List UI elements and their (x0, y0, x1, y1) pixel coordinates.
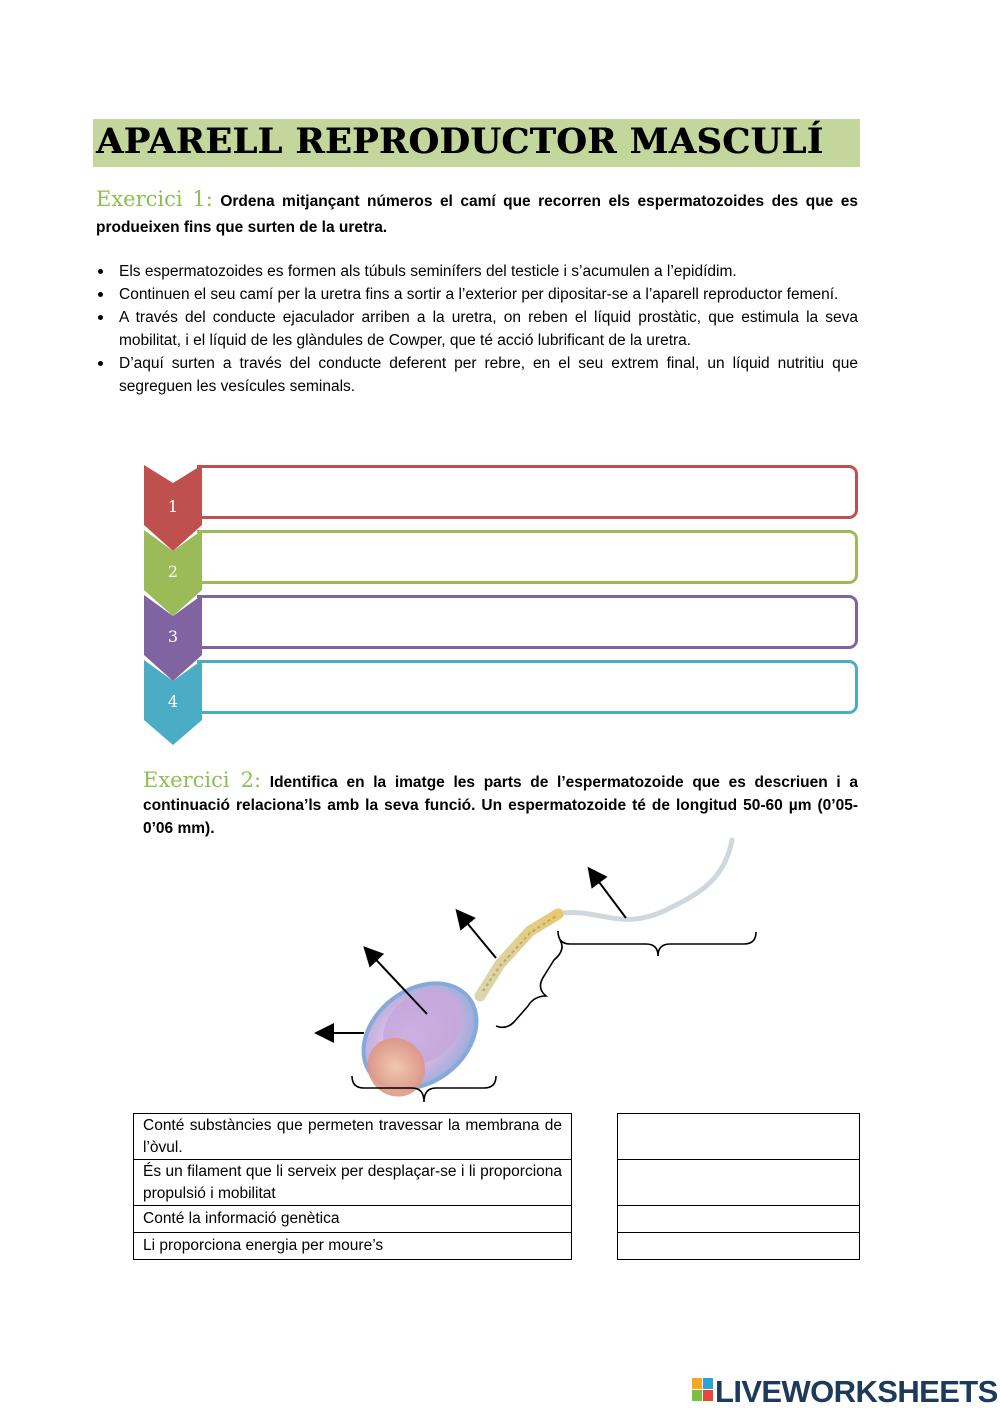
exercise2-instructions (143, 769, 858, 840)
brace-tail (558, 931, 756, 956)
exercise1-instructions (96, 186, 858, 241)
exercise2-prompt: Identifica en la imatge les parts de l’espermatozoide que es descriuen i a continuació relaciona’ls amb la seva funció. Un espermatozoide té de longitud 50-60 µm (0’05-0’06 mm). (143, 774, 858, 837)
answer-input[interactable] (618, 1206, 860, 1233)
exercise1-prompt: Ordena mitjançant números el camí que recorren els espermatozoides des que es produeixen fins que surten de la uretra. (96, 193, 858, 236)
answer-input[interactable] (618, 1114, 860, 1160)
function-cell: Li proporciona energia per moure’s (134, 1233, 572, 1260)
statement-item: Els espermatozoides es formen als túbuls seminífers del testicle i s’acumulen a l’epidídim. (96, 260, 858, 283)
step-3-number: 3 (167, 627, 179, 646)
arrow-tail (590, 870, 626, 918)
table-row (134, 1114, 572, 1160)
function-cell: És un filament que li serveix per desplaçar-se i li proporciona propulsió i mobilitat (134, 1160, 572, 1206)
step-1-number: 1 (167, 497, 179, 516)
sperm-diagram (300, 836, 760, 1106)
title-banner (93, 119, 860, 167)
arrow-neck (458, 912, 496, 958)
table-row (134, 1160, 572, 1206)
exercise2-label: Exercici 2: (143, 768, 262, 792)
statement-item: D’aquí surten a través del conducte deferent per rebre, en el seu extrem final, un líquid nutritiu que segreguen les vesícules seminals. (96, 352, 858, 398)
logo-text: LIVEWORKSHEETS (715, 1374, 998, 1409)
function-cell: Conté substàncies que permeten travessar la membrana de l’òvul. (134, 1114, 572, 1160)
table-row (134, 1206, 572, 1233)
statement-item: A través del conducte ejaculador arriben a la uretra, on reben el líquid prostàtic, que estimula la seva mobilitat, i el líquid de les glàndules de Cowper, que té acció lubrificant de la uretra. (96, 306, 858, 352)
middle-piece (480, 914, 558, 996)
step-4-number: 4 (167, 692, 179, 711)
functions-table (133, 1113, 572, 1260)
answer-input[interactable] (618, 1160, 860, 1206)
function-cell: Conté la informació genètica (134, 1206, 572, 1233)
step-2-answer-box[interactable] (197, 530, 858, 584)
page-title: APARELL REPRODUCTOR MASCULÍ (96, 121, 824, 162)
step-1-answer-box[interactable] (197, 465, 858, 519)
exercise1-statements (96, 260, 858, 398)
exercise1-label: Exercici 1: (96, 187, 213, 211)
answers-table (617, 1113, 860, 1260)
statement-item: Continuen el seu camí per la uretra fins a sortir a l’exterior per dipositar-se a l’aparell reproductor femení. (96, 283, 858, 306)
table-row (134, 1233, 572, 1260)
tail-flagellum (555, 840, 732, 919)
step-4-answer-box[interactable] (197, 660, 858, 714)
answer-input[interactable] (618, 1233, 860, 1260)
step-2-number: 2 (167, 562, 179, 581)
logo-mark-icon (692, 1378, 714, 1402)
step-3-answer-box[interactable] (197, 595, 858, 649)
order-steps (142, 465, 862, 750)
